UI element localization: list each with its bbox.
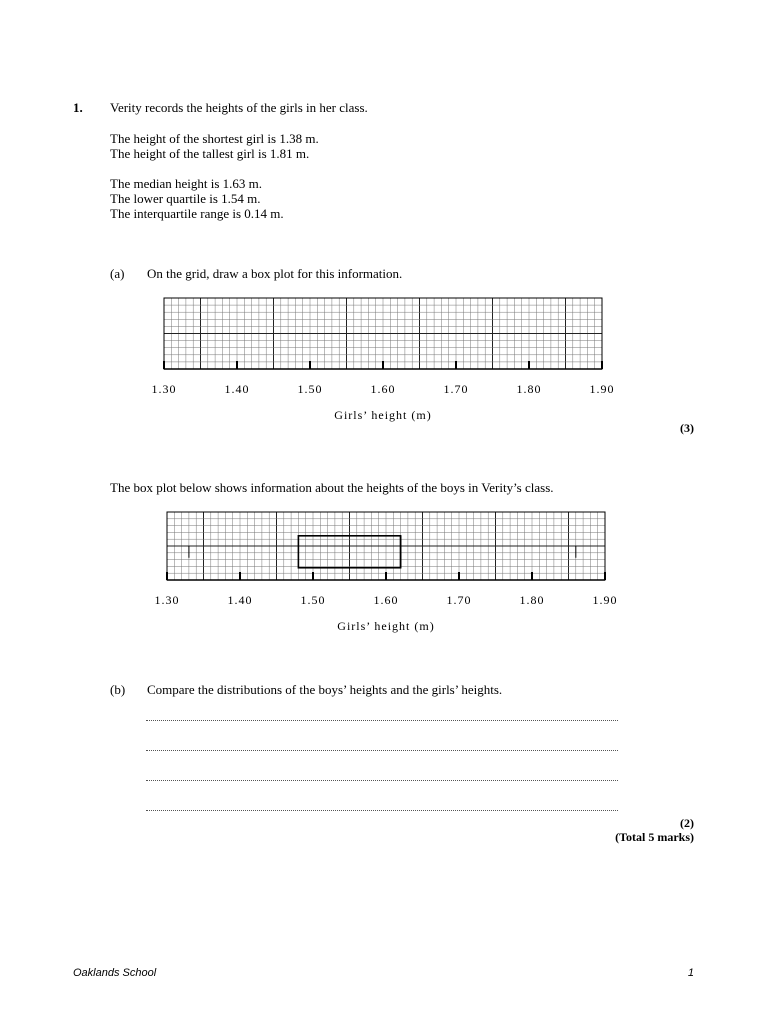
boys-intro: The box plot below shows information about the heights of the boys in Verity’s class.: [110, 480, 554, 495]
part-a-marks: (3): [680, 421, 694, 435]
x-tick-label: 1.90: [592, 593, 618, 607]
fact-shortest: The height of the shortest girl is 1.38 m.: [110, 131, 319, 146]
footer-page-number: 1: [687, 967, 694, 979]
part-b-label: (b): [110, 682, 126, 697]
footer-school: Oaklands School: [73, 967, 157, 979]
question-intro: Verity records the heights of the girls in her class.: [110, 100, 368, 115]
total-marks: (Total 5 marks): [615, 830, 694, 844]
x-axis-label: Girls’ height (m): [334, 408, 432, 422]
x-tick-label: 1.50: [297, 382, 323, 396]
part-b-marks: (2): [680, 816, 694, 830]
fact-tallest: The height of the tallest girl is 1.81 m.: [110, 146, 310, 161]
x-tick-label: 1.40: [224, 382, 250, 396]
x-tick-label: 1.60: [373, 593, 399, 607]
x-tick-label: 1.60: [370, 382, 396, 396]
part-a-text: On the grid, draw a box plot for this information.: [147, 266, 403, 281]
x-tick-label: 1.80: [516, 382, 542, 396]
fact-lower-quartile: The lower quartile is 1.54 m.: [110, 191, 261, 206]
x-axis-label: Girls’ height (m): [337, 619, 435, 633]
answer-line[interactable]: [146, 749, 618, 751]
x-tick-label: 1.90: [589, 382, 615, 396]
girls-boxplot-grid[interactable]: [152, 298, 615, 422]
x-tick-label: 1.70: [443, 382, 469, 396]
part-b-text: Compare the distributions of the boys’ heights and the girls’ heights.: [147, 682, 503, 697]
answer-line[interactable]: [146, 779, 618, 781]
x-tick-label: 1.50: [300, 593, 326, 607]
answer-line[interactable]: [146, 809, 618, 811]
x-tick-label: 1.80: [519, 593, 545, 607]
x-tick-label: 1.70: [446, 593, 472, 607]
boys-boxplot: [155, 512, 618, 633]
x-tick-label: 1.40: [227, 593, 253, 607]
answer-line[interactable]: [146, 719, 618, 721]
fact-median: The median height is 1.63 m.: [110, 176, 263, 191]
question-number: 1.: [73, 100, 83, 115]
x-tick-label: 1.30: [151, 382, 177, 396]
fact-iqr: The interquartile range is 0.14 m.: [110, 206, 284, 221]
part-a-label: (a): [110, 266, 125, 281]
x-tick-label: 1.30: [154, 593, 180, 607]
